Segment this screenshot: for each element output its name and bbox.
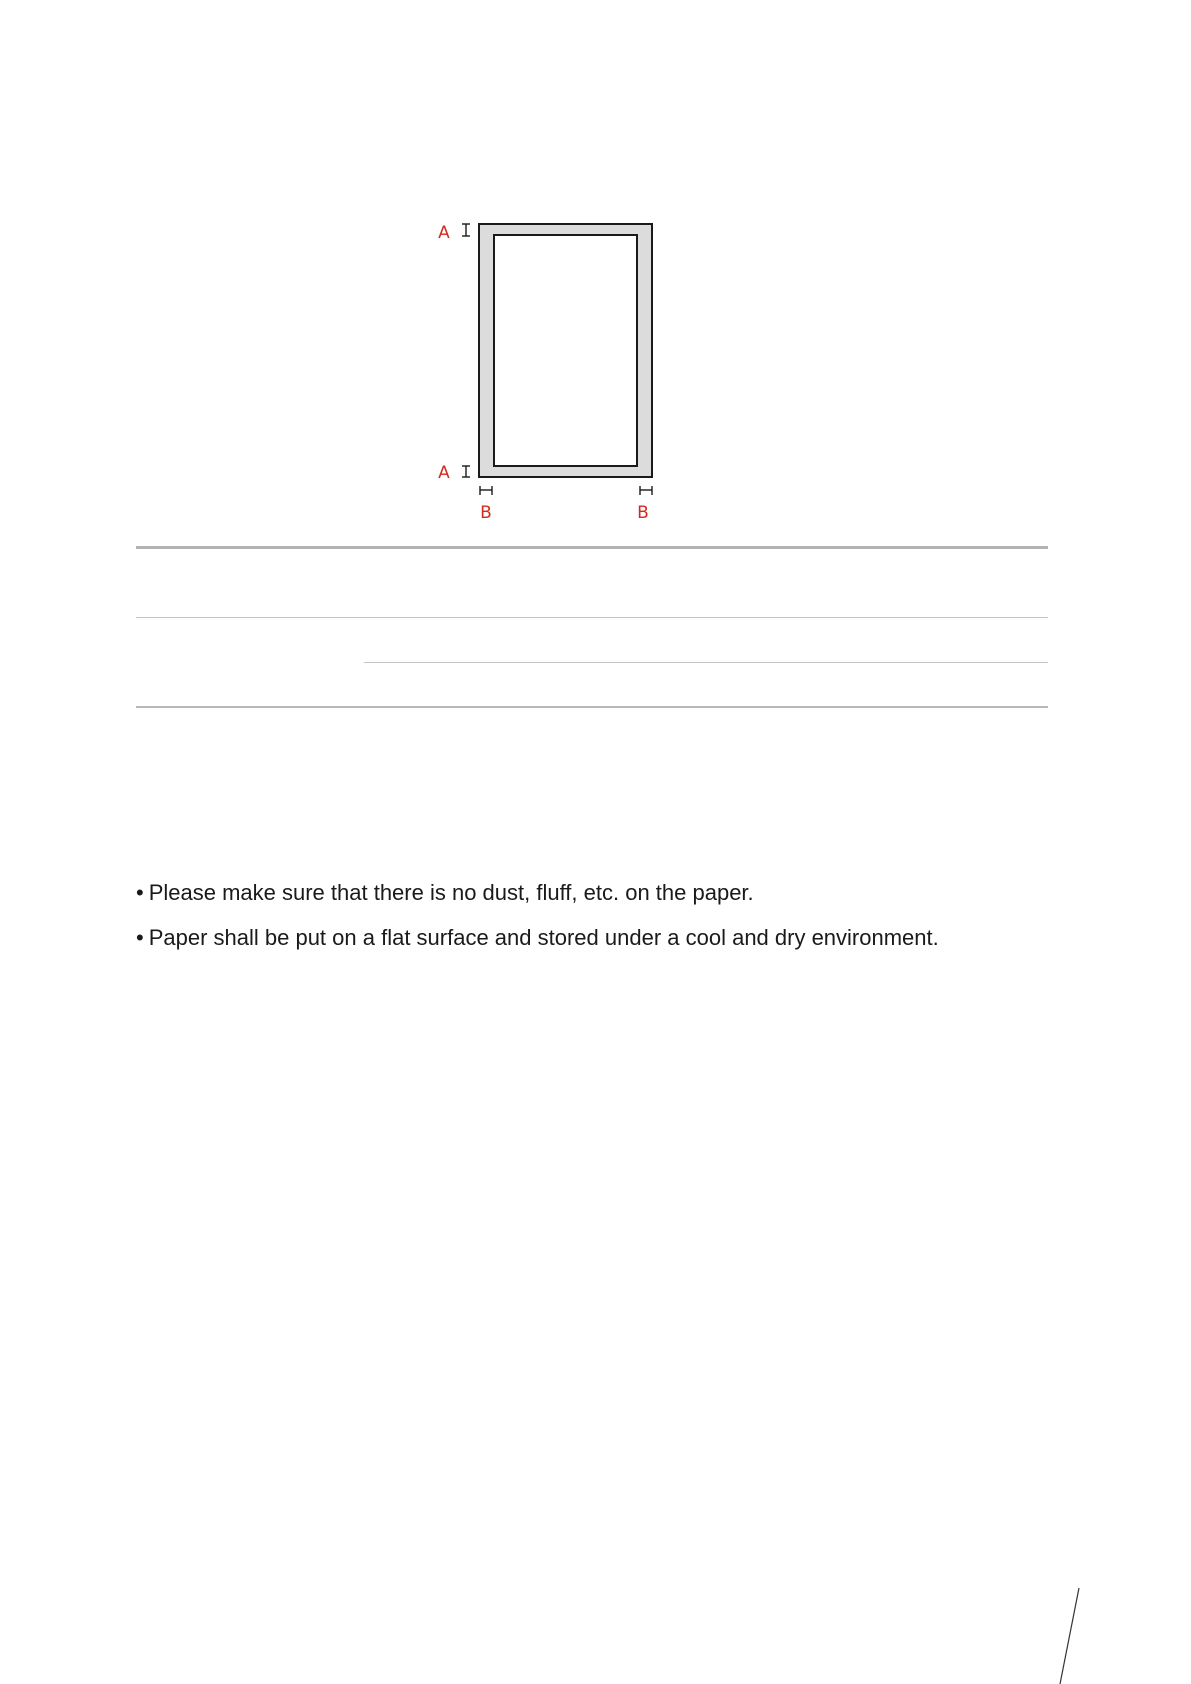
note-text: Please make sure that there is no dust, fluff, etc. on the paper.: [148, 880, 754, 905]
label-left-b: B: [480, 503, 492, 523]
note-text: Paper shall be put on a flat surface and stored under a cool and dry environment.: [148, 925, 939, 950]
label-bottom-a: A: [438, 463, 450, 483]
label-right-b: B: [637, 503, 649, 523]
bullet: •: [136, 880, 144, 905]
bullet: •: [136, 925, 144, 950]
label-top-a: A: [438, 223, 450, 243]
